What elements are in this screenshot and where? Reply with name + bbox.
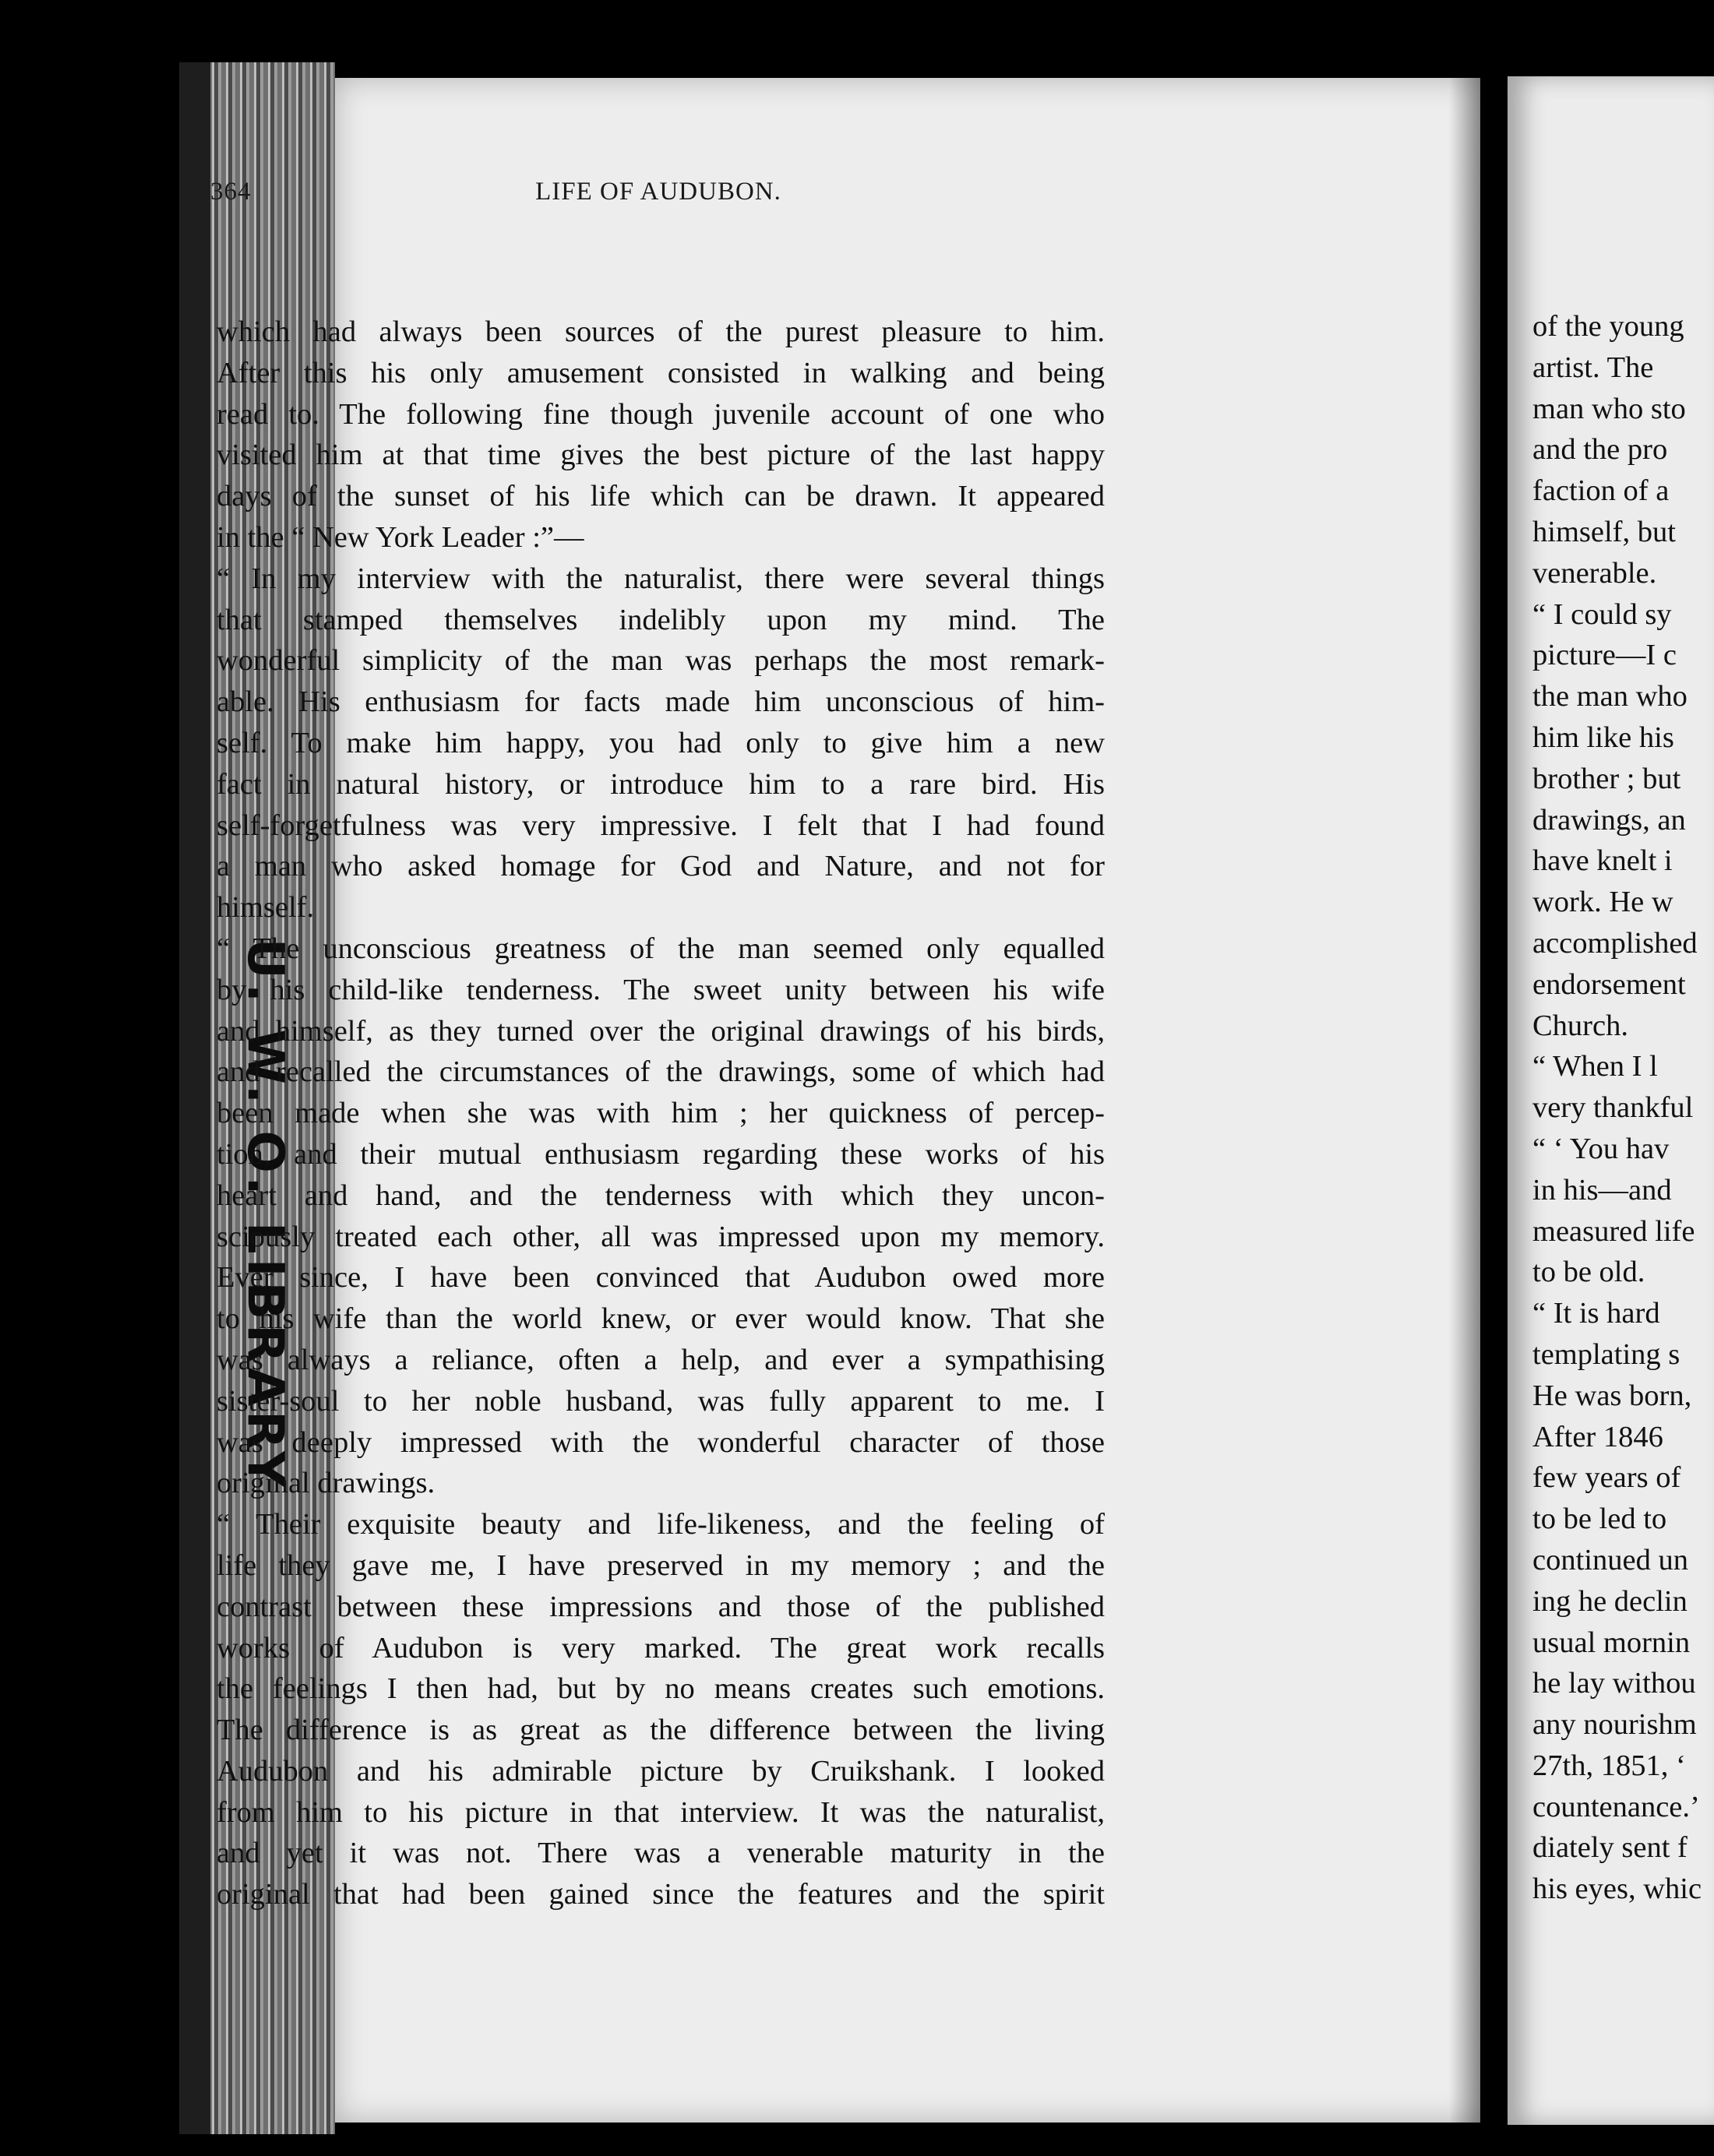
text-line: After this his only amusement consisted in walking and being bbox=[217, 356, 1105, 389]
text-line: which had always been sources of the purest pleasure to him. bbox=[217, 315, 1105, 348]
spine-shadow bbox=[179, 62, 210, 2134]
running-head: LIFE OF AUDUBON. bbox=[535, 178, 781, 206]
text-line: from him to his picture in that interview. It was the naturalist, bbox=[217, 1795, 1105, 1829]
text-line: to be old. bbox=[1532, 1256, 1645, 1289]
text-line: venerable. bbox=[1532, 556, 1657, 590]
text-line: accomplished bbox=[1532, 926, 1698, 960]
text-line: self-forgetfulness was very impressive. I felt that I had found bbox=[217, 808, 1105, 842]
text-line: himself. bbox=[217, 891, 315, 925]
paragraph bbox=[217, 312, 1105, 558]
text-line: diately sent f bbox=[1532, 1831, 1688, 1865]
text-line: in the “ New York Leader :”— bbox=[217, 520, 584, 554]
text-line: wonderful simplicity of the man was perhaps the most remark- bbox=[217, 644, 1105, 678]
text-line: him like his bbox=[1532, 720, 1674, 754]
text-line: and yet it was not. There was a venerable maturity in the bbox=[217, 1837, 1105, 1870]
text-line: heart and hand, and the tenderness with which they uncon- bbox=[217, 1178, 1105, 1212]
text-line: templating s bbox=[1532, 1337, 1680, 1371]
text-line: read to. The following fine though juvenile account of one who bbox=[217, 397, 1105, 431]
text-line: “ When I l bbox=[1532, 1050, 1658, 1083]
body-text bbox=[217, 312, 1105, 1915]
text-line: sciously treated each other, all was impressed upon my memory. bbox=[217, 1220, 1105, 1253]
text-line: self. To make him happy, you had only to give him a new bbox=[217, 726, 1105, 759]
text-line: He was born, bbox=[1532, 1379, 1692, 1412]
text-line: continued un bbox=[1532, 1543, 1688, 1576]
text-line: “ The unconscious greatness of the man seemed only equalled bbox=[217, 932, 1105, 965]
text-line: “ In my interview with the naturalist, there were several things bbox=[217, 562, 1105, 595]
text-line: work. He w bbox=[1532, 886, 1673, 919]
text-line: faction of a bbox=[1532, 474, 1670, 508]
text-line: was always a reliance, often a help, and ever a sympathising bbox=[217, 1343, 1105, 1376]
text-line: drawings, an bbox=[1532, 803, 1686, 837]
right-page bbox=[1508, 76, 1714, 2125]
library-stamp: U. W. O. LIBRARY bbox=[236, 938, 294, 1492]
text-line: few years of bbox=[1532, 1461, 1681, 1495]
text-line: been made when she was with him ; her quickness of percep- bbox=[217, 1097, 1105, 1130]
text-line: “ ‘ You hav bbox=[1532, 1132, 1670, 1165]
text-line: brother ; but bbox=[1532, 762, 1681, 795]
text-line: of the young bbox=[1532, 310, 1684, 343]
text-line: contrast between these impressions and those of the published bbox=[217, 1590, 1105, 1623]
text-line: days of the sunset of his life which can be drawn. It appeared bbox=[217, 480, 1105, 513]
text-line: was deeply impressed with the wonderful character of those bbox=[217, 1425, 1105, 1459]
text-line: After 1846 bbox=[1532, 1420, 1663, 1453]
text-line: tion, and their mutual enthusiasm regarding these works of his bbox=[217, 1137, 1105, 1171]
paragraph bbox=[217, 558, 1105, 928]
text-line: very thankful bbox=[1532, 1091, 1694, 1125]
paragraph bbox=[217, 928, 1105, 1504]
text-line: Church. bbox=[1532, 1009, 1628, 1042]
text-line: a man who asked homage for God and Nature, and not for bbox=[217, 850, 1105, 883]
text-line: able. His enthusiasm for facts made him unconscious of him- bbox=[217, 685, 1105, 719]
text-line: ing he declin bbox=[1532, 1584, 1688, 1618]
text-line: have knelt i bbox=[1532, 844, 1673, 878]
text-line: picture—I c bbox=[1532, 639, 1677, 672]
text-line: “ I could sy bbox=[1532, 597, 1672, 631]
text-line: to his wife than the world knew, or ever would know. That she bbox=[217, 1302, 1105, 1336]
text-line: and recalled the circumstances of the drawings, some of which had bbox=[217, 1055, 1105, 1089]
text-line: Ever since, I have been convinced that Audubon owed more bbox=[217, 1261, 1105, 1295]
gutter-shadow bbox=[1449, 78, 1480, 2123]
page-number: 364 bbox=[210, 178, 252, 206]
paragraph bbox=[217, 1504, 1105, 1915]
text-line: artist. The bbox=[1532, 351, 1654, 384]
text-line: that stamped themselves indelibly upon my mind. The bbox=[217, 603, 1105, 636]
text-line: 27th, 1851, ‘ bbox=[1532, 1749, 1686, 1782]
text-line: “ Their exquisite beauty and life-likeness, and the feeling of bbox=[217, 1508, 1105, 1541]
text-line: Audubon and his admirable picture by Cruikshank. I looked bbox=[217, 1754, 1105, 1788]
text-line: his eyes, whic bbox=[1532, 1872, 1702, 1906]
text-line: sister-soul to her noble husband, was fully apparent to me. I bbox=[217, 1384, 1105, 1418]
text-line: the feelings I then had, but by no means creates such emotions. bbox=[217, 1672, 1105, 1706]
text-line: and the pro bbox=[1532, 433, 1668, 467]
text-line: endorsement bbox=[1532, 967, 1686, 1001]
text-line: original that had been gained since the features and the spirit bbox=[217, 1878, 1105, 1911]
text-line: usual mornin bbox=[1532, 1626, 1691, 1659]
text-line: original drawings. bbox=[217, 1467, 436, 1500]
text-line: countenance.’ bbox=[1532, 1790, 1700, 1823]
text-line: works of Audubon is very marked. The great work recalls bbox=[217, 1631, 1105, 1665]
text-line: to be led to bbox=[1532, 1503, 1667, 1536]
right-page-text bbox=[1532, 306, 1714, 1910]
text-line: himself, but bbox=[1532, 515, 1676, 548]
text-line: by his child-like tenderness. The sweet unity between his wife bbox=[217, 973, 1105, 1006]
text-line: any nourishm bbox=[1532, 1708, 1697, 1742]
text-line: he lay withou bbox=[1532, 1667, 1696, 1700]
page-header bbox=[210, 178, 1106, 224]
text-line: man who sto bbox=[1532, 392, 1686, 425]
text-line: “ It is hard bbox=[1532, 1297, 1660, 1330]
text-line: The difference is as great as the difference between the living bbox=[217, 1714, 1105, 1747]
text-line: visited him at that time gives the best picture of the last happy bbox=[217, 439, 1105, 472]
text-line: and himself, as they turned over the original drawings of his birds, bbox=[217, 1014, 1105, 1048]
text-line: in his—and bbox=[1532, 1173, 1672, 1207]
text-line: fact in natural history, or introduce him to a rare bird. His bbox=[217, 767, 1105, 801]
text-line: life they gave me, I have preserved in my memory ; and the bbox=[217, 1548, 1105, 1582]
text-line: the man who bbox=[1532, 680, 1688, 713]
text-line: measured life bbox=[1532, 1214, 1695, 1248]
